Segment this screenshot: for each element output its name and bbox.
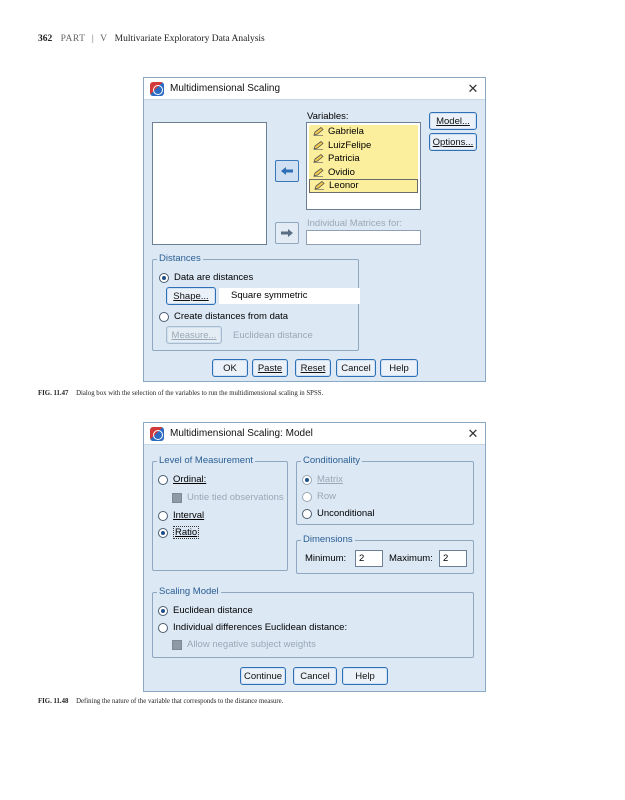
spss-app-icon (150, 82, 164, 96)
individual-matrices-field[interactable] (306, 230, 421, 245)
radio-selected[interactable] (159, 273, 169, 283)
move-to-variables-button[interactable] (275, 160, 299, 182)
variable-label: Gabriela (328, 126, 364, 138)
ratio-radio[interactable] (158, 526, 199, 539)
part-number: V (100, 34, 108, 44)
level-of-measurement-group (152, 455, 288, 571)
caption-2-label: FIG. 11.48 (38, 698, 69, 705)
matrix-label: Matrix (317, 474, 343, 485)
model-button[interactable]: Model... (429, 112, 477, 130)
figure-caption-2 (38, 698, 283, 705)
radio-unselected[interactable] (302, 509, 312, 519)
dialog-title: Multidimensional Scaling (170, 83, 281, 94)
variable-item[interactable] (309, 152, 418, 166)
untie-label: Untie tied observations (187, 492, 284, 503)
mds-model-dialog (143, 422, 486, 692)
conditionality-group (296, 455, 474, 525)
figure-caption-1 (38, 390, 323, 397)
part-label: PART (60, 34, 86, 44)
measure-value: Euclidean distance (233, 330, 313, 341)
variable-item[interactable] (309, 179, 418, 193)
scale-variable-pencil-icon (314, 181, 325, 190)
model-dialog-title: Multidimensional Scaling: Model (170, 428, 313, 439)
scale-variable-pencil-icon (313, 127, 324, 136)
create-distances-label: Create distances from data (174, 311, 289, 322)
maximum-label: Maximum: (389, 553, 433, 564)
ordinal-radio[interactable] (158, 474, 206, 485)
radio-unselected[interactable] (159, 312, 169, 322)
minimum-label: Minimum: (305, 553, 347, 564)
ok-button[interactable]: OK (212, 359, 248, 377)
scaling-group-title: Scaling Model (159, 586, 219, 597)
cancel-button[interactable]: Cancel (293, 667, 337, 685)
conditionality-group-title: Conditionality (303, 455, 361, 466)
interval-label: Interval (173, 510, 205, 521)
level-group-title: Level of Measurement (159, 455, 253, 466)
ordinal-label: Ordinal: (173, 474, 207, 485)
chapter-title: Multivariate Exploratory Data Analysis (114, 34, 265, 44)
euclidean-label: Euclidean distance (173, 605, 253, 616)
data-are-distances-label: Data are distances (174, 272, 254, 283)
arrow-left-icon (280, 166, 294, 176)
scale-variable-pencil-icon (313, 154, 324, 163)
radio-selected[interactable] (302, 475, 312, 485)
row-label: Row (317, 491, 337, 502)
radio-selected[interactable] (158, 606, 168, 616)
source-variable-list[interactable] (152, 122, 267, 245)
row-radio[interactable] (302, 491, 336, 502)
dimensions-group (296, 534, 474, 574)
radio-unselected[interactable] (158, 511, 168, 521)
scaling-model-group (152, 586, 474, 658)
allow-negative-label: Allow negative subject weights (187, 639, 316, 650)
allow-negative-checkbox[interactable] (172, 639, 316, 650)
create-distances-radio[interactable] (159, 311, 288, 322)
variables-label: Variables: (307, 111, 349, 122)
unconditional-radio[interactable] (302, 508, 375, 519)
euclidean-radio[interactable] (158, 605, 253, 616)
distances-group (152, 253, 359, 351)
interval-radio[interactable] (158, 510, 204, 521)
individual-diff-label: Individual differences Euclidean distance: (173, 622, 348, 633)
variables-list[interactable] (306, 122, 421, 210)
variable-item[interactable] (309, 125, 418, 139)
running-head (38, 34, 265, 44)
caption-1-label: FIG. 11.47 (38, 390, 69, 397)
cancel-button[interactable]: Cancel (336, 359, 376, 377)
distances-group-title: Distances (159, 253, 201, 264)
paste-button[interactable]: Paste (252, 359, 288, 377)
minimum-field[interactable]: 2 (355, 550, 383, 567)
data-are-distances-radio[interactable] (159, 272, 253, 283)
model-titlebar (144, 423, 485, 445)
checkbox-disabled[interactable] (172, 493, 182, 503)
scale-variable-pencil-icon (313, 168, 324, 177)
matrix-radio[interactable] (302, 474, 343, 485)
spss-app-icon (150, 427, 164, 441)
dimensions-group-title: Dimensions (303, 534, 353, 545)
variable-label: Patricia (328, 153, 360, 165)
variable-item[interactable] (309, 139, 418, 153)
variable-item[interactable] (309, 166, 418, 180)
radio-unselected[interactable] (158, 475, 168, 485)
checkbox-disabled[interactable] (172, 640, 182, 650)
individual-matrices-label: Individual Matrices for: (307, 218, 403, 229)
variable-label: Leonor (329, 180, 359, 192)
measure-button[interactable]: Measure... (166, 326, 222, 344)
mds-dialog (143, 77, 486, 382)
continue-button[interactable]: Continue (240, 667, 286, 685)
help-button[interactable]: Help (380, 359, 418, 377)
move-to-individual-button[interactable] (275, 222, 299, 244)
caption-2-text: Defining the nature of the variable that corresponds to the distance measure. (76, 698, 284, 705)
unconditional-label: Unconditional (317, 508, 375, 519)
mds-titlebar (144, 78, 485, 100)
variable-label: Ovidio (328, 166, 355, 178)
close-icon[interactable]: ✕ (467, 425, 479, 441)
options-button[interactable]: Options... (429, 133, 477, 151)
radio-selected[interactable] (158, 528, 168, 538)
caption-1-text: Dialog box with the selection of the variables to run the multidimensional scaling in SPSS. (76, 390, 324, 397)
maximum-field[interactable]: 2 (439, 550, 467, 567)
radio-unselected[interactable] (302, 492, 312, 502)
help-button[interactable]: Help (342, 667, 388, 685)
shape-value: Square symmetric (219, 288, 360, 304)
ratio-label: Ratio (175, 527, 198, 538)
shape-button[interactable]: Shape... (166, 287, 216, 305)
scale-variable-pencil-icon (313, 141, 324, 150)
radio-unselected[interactable] (158, 623, 168, 633)
close-icon[interactable]: ✕ (467, 80, 479, 96)
separator: | (91, 34, 94, 44)
reset-button[interactable]: Reset (295, 359, 331, 377)
untie-checkbox[interactable] (172, 492, 284, 503)
page-number: 362 (38, 34, 53, 44)
arrow-right-icon (280, 228, 294, 238)
variable-label: LuizFelipe (328, 139, 372, 151)
individual-differences-radio[interactable] (158, 622, 347, 633)
